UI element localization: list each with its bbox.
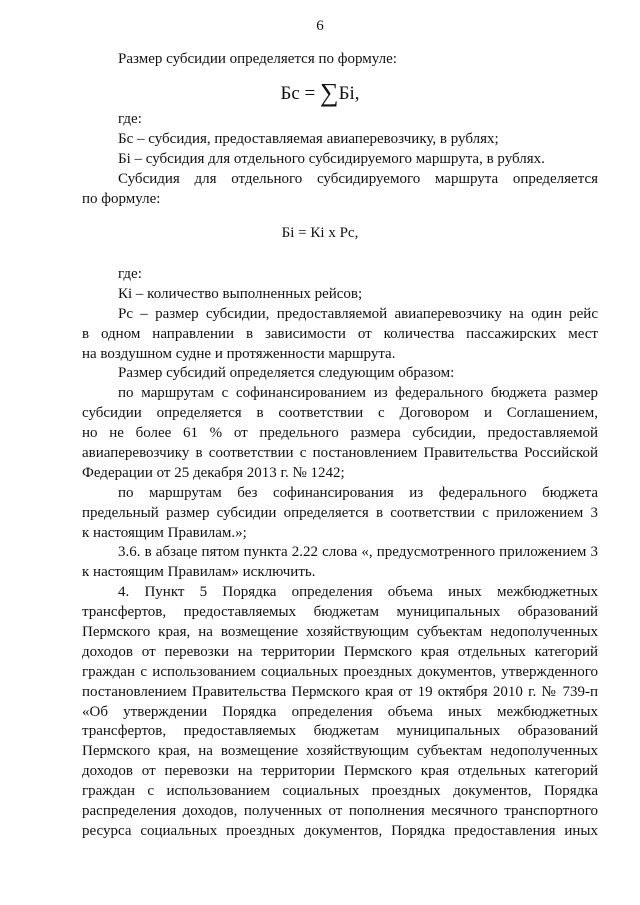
text-line: Пермского края, на возмещение хозяйствующим субъектам недополученных — [82, 743, 598, 760]
formula-route-subsidy: Бi = Кi х Рс, — [281, 225, 359, 241]
text-line: к настоящим Правилам» исключить. — [82, 564, 316, 581]
sigma-symbol: ∑ — [320, 78, 339, 107]
text-line: где: — [118, 111, 142, 127]
text-line: авиаперевозчику в соответствии с постановлением Правительства Российской — [82, 445, 598, 462]
text-line: ресурса социальных проездных документов, Порядка предоставления иных — [82, 822, 598, 839]
text-line: субсидии определяется в соответствии с Договором и Соглашением, — [82, 405, 598, 422]
text-line: 3.6. в абзаце пятом пункта 2.22 слова «, предусмотренного приложением 3 — [118, 544, 598, 561]
text-line: граждан с использованием социальных проездных документов, Порядка — [82, 783, 598, 800]
page-number: 6 — [316, 18, 324, 34]
text-line: доходов от перевозки на территории Пермского края отдельных категорий — [82, 643, 598, 660]
text-line: трансфертов, предоставляемых бюджетам муниципальных образований — [82, 723, 598, 740]
text-line: «Об утверждении Порядка определения объема иных межбюджетных — [82, 703, 598, 720]
text-line: но не более 61 % от предельного размера субсидии, предоставляемой — [82, 425, 598, 442]
text-line: доходов от перевозки на территории Пермского края отдельных категорий — [82, 763, 598, 780]
text-line: постановлением Правительства Пермского края от 19 октября 2010 г. № 739-п — [82, 683, 598, 700]
text-line: к настоящим Правилам.»; — [82, 524, 247, 541]
formula-total-subsidy — [0, 76, 640, 106]
text-line: Субсидия для отдельного субсидируемого маршрута определяется — [118, 170, 598, 187]
text-line: Рс – размер субсидии, предоставляемой авиаперевозчику на один рейс — [118, 305, 598, 322]
text-block-definitions-1 — [82, 110, 598, 209]
text-line: Бс – субсидия, предоставляемая авиаперевозчику, в рублях; — [118, 130, 499, 147]
text-line: Бi – субсидия для отдельного субсидируемого маршрута, в рублях. — [118, 150, 545, 167]
text-line: Федерации от 25 декабря 2013 г. № 1242; — [82, 464, 345, 481]
text-block-main — [82, 265, 598, 842]
text-line: Кi – количество выполненных рейсов; — [118, 285, 363, 302]
text-line: распределения доходов, полученных от пополнения месячного транспортного — [82, 803, 598, 820]
text-line: Пермского края, на возмещение хозяйствующим субъектам недополученных — [82, 624, 598, 641]
text-line: на воздушном судне и протяженности маршрута. — [82, 345, 396, 362]
text-line: Размер субсидии определяется по формуле: — [118, 51, 397, 67]
text-block-intro — [82, 50, 598, 70]
text-line: по формуле: — [82, 190, 161, 207]
text-line: по маршрутам без софинансирования из федерального бюджета — [118, 484, 598, 501]
text-line: Размер субсидий определяется следующим образом: — [118, 365, 455, 382]
text-line: в одном направлении в зависимости от количества пассажирских мест — [82, 325, 598, 342]
text-line: предельный размер субсидии определяется в соответствии с приложением 3 — [82, 504, 598, 521]
text-line: 4. Пункт 5 Порядка определения объема иных межбюджетных — [118, 584, 598, 601]
text-line: трансфертов, предоставляемых бюджетам муниципальных образований — [82, 604, 598, 621]
formula-left: Бс = — [280, 83, 316, 104]
text-line: по маршрутам с софинансированием из федерального бюджета размер — [118, 385, 598, 402]
text-line: где: — [118, 266, 142, 282]
text-line: граждан с использованием социальных проездных документов, утвержденного — [82, 663, 598, 680]
formula-right: Бi, — [338, 83, 360, 104]
